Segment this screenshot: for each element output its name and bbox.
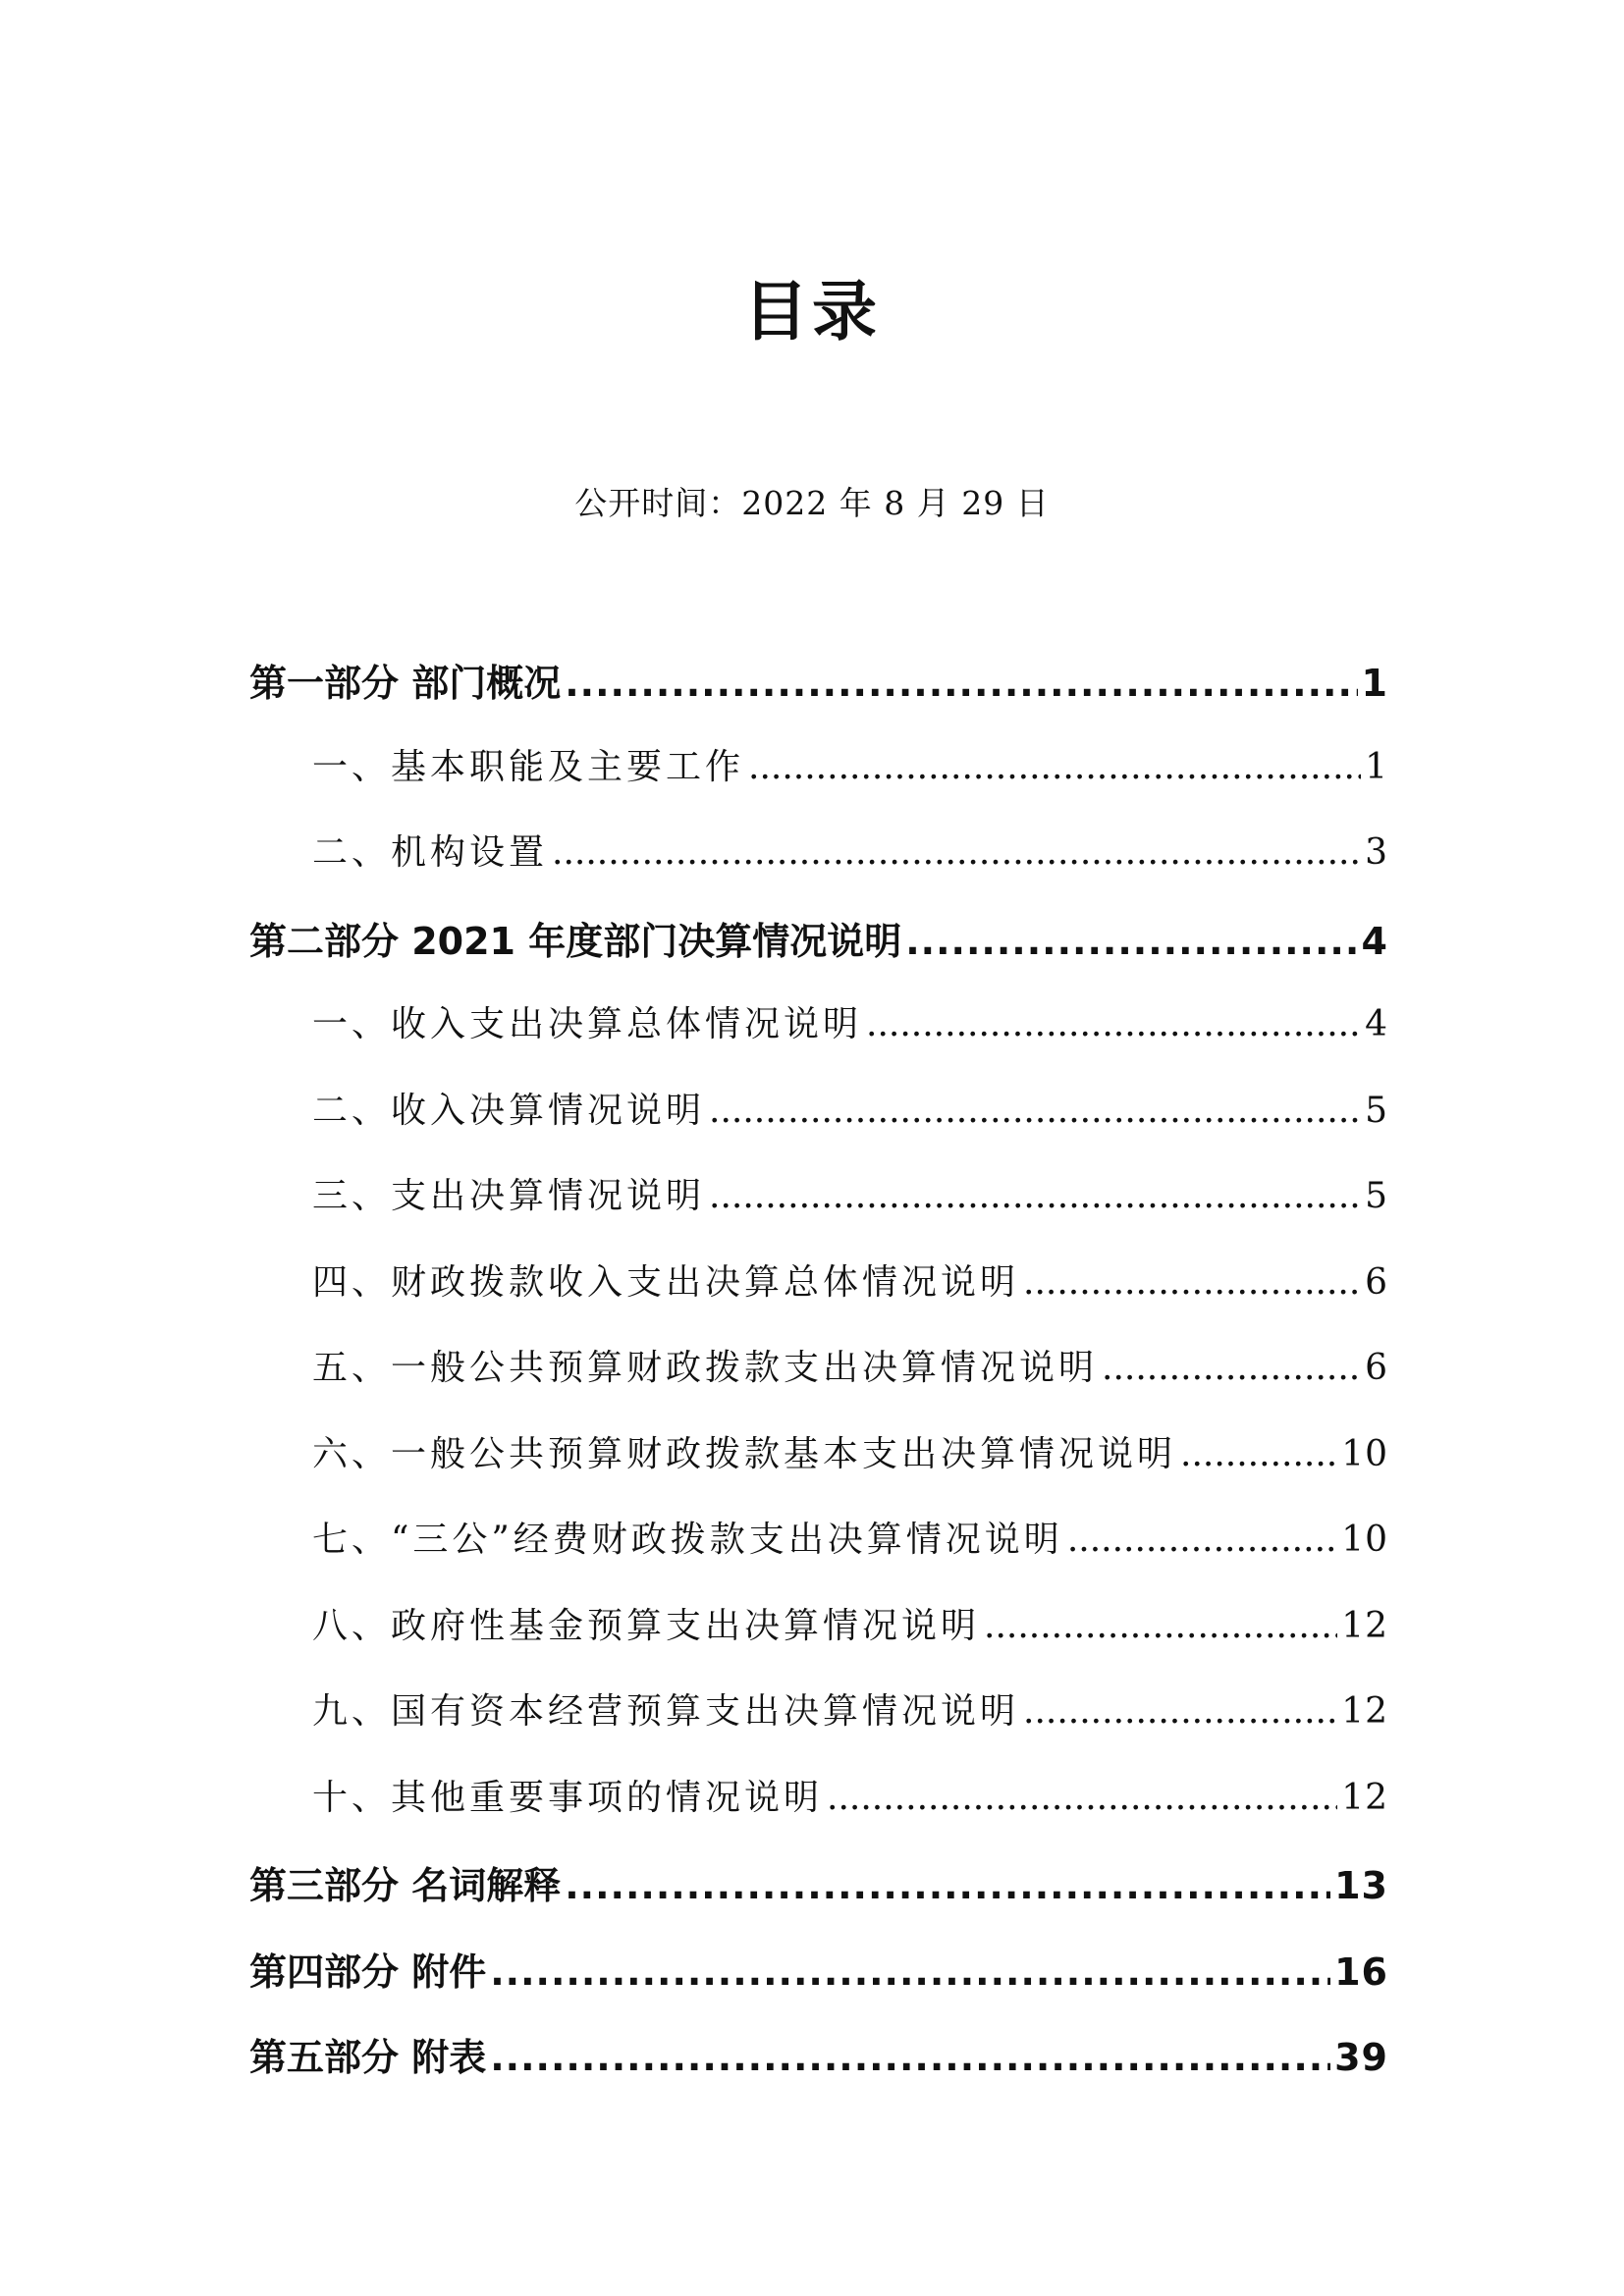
toc-entry-page: 6 xyxy=(1365,1348,1388,1388)
toc-entry-page: 39 xyxy=(1334,2036,1388,2079)
toc-leader-dots xyxy=(490,1950,1330,1994)
toc-entry[interactable] xyxy=(249,1426,1388,1513)
toc-entry-page: 4 xyxy=(1365,1004,1388,1044)
toc-entry-text: 第一部分 部门概况 xyxy=(249,662,562,705)
toc-leader-dots xyxy=(905,920,1357,963)
toc-entry-page: 1 xyxy=(1365,746,1388,787)
toc-entry[interactable] xyxy=(249,825,1388,911)
toc-leader-dots xyxy=(552,832,1361,873)
toc-leader-dots xyxy=(565,1864,1330,1907)
toc-leader-dots xyxy=(1180,1434,1337,1474)
toc-entry-text: 一、收入支出决算总体情况说明 xyxy=(312,1004,863,1044)
toc-entry[interactable] xyxy=(249,1770,1388,1856)
toc-entry-text: 第五部分 附表 xyxy=(249,2036,487,2079)
toc-entry-page: 12 xyxy=(1341,1605,1388,1646)
toc-leader-dots xyxy=(748,747,1361,787)
toc-entry[interactable] xyxy=(249,1168,1388,1255)
toc-entry-text: 十、其他重要事项的情况说明 xyxy=(312,1777,824,1818)
toc-entry-page: 13 xyxy=(1334,1864,1388,1907)
toc-entry[interactable] xyxy=(249,1598,1388,1684)
toc-entry-text: 第三部分 名词解释 xyxy=(249,1864,562,1907)
toc-leader-dots xyxy=(565,662,1357,705)
toc-entry-page: 5 xyxy=(1365,1176,1388,1216)
toc-entry-page: 1 xyxy=(1361,662,1388,705)
toc-leader-dots xyxy=(1102,1348,1361,1388)
toc-leader-dots xyxy=(1023,1691,1337,1732)
toc-leader-dots xyxy=(709,1176,1361,1216)
toc-leader-dots xyxy=(866,1004,1361,1044)
toc-leader-dots xyxy=(1023,1262,1361,1303)
table-of-contents xyxy=(249,653,1388,2113)
toc-entry-page: 12 xyxy=(1341,1691,1388,1732)
toc-entry[interactable] xyxy=(249,1683,1388,1770)
toc-entry-text: 五、一般公共预算财政拨款支出决算情况说明 xyxy=(312,1348,1099,1388)
toc-entry[interactable] xyxy=(249,1340,1388,1426)
toc-entry-page: 4 xyxy=(1361,919,1388,963)
toc-entry-text: 第二部分 2021 年度部门决算情况说明 xyxy=(249,919,902,963)
toc-entry-page: 3 xyxy=(1365,832,1388,873)
toc-entry-page: 16 xyxy=(1334,1949,1388,1994)
toc-entry[interactable] xyxy=(249,996,1388,1083)
toc-entry[interactable] xyxy=(249,1083,1388,1169)
publish-date: 公开时间：2022 年 8 月 29 日 xyxy=(574,484,1050,522)
toc-entry-page: 10 xyxy=(1341,1433,1388,1474)
toc-leader-dots xyxy=(827,1778,1337,1818)
toc-leader-dots xyxy=(1067,1520,1337,1560)
toc-entry-text: 四、财政拨款收入支出决算总体情况说明 xyxy=(312,1261,1020,1303)
toc-entry-text: 七、“三公”经费财政拨款支出决算情况说明 xyxy=(312,1520,1063,1560)
toc-entry-text: 八、政府性基金预算支出决算情况说明 xyxy=(312,1605,981,1646)
toc-entry[interactable] xyxy=(249,739,1388,826)
toc-entry-page: 10 xyxy=(1341,1520,1388,1560)
toc-entry[interactable] xyxy=(249,1255,1388,1341)
toc-entry[interactable] xyxy=(249,1942,1388,2028)
toc-leader-dots xyxy=(709,1091,1361,1131)
toc-entry-text: 第四部分 附件 xyxy=(249,1949,487,1994)
toc-entry-text: 九、国有资本经营预算支出决算情况说明 xyxy=(312,1691,1020,1732)
toc-entry-text: 二、机构设置 xyxy=(312,832,549,873)
toc-entry[interactable] xyxy=(249,1855,1388,1942)
toc-entry-text: 二、收入决算情况说明 xyxy=(312,1090,706,1131)
toc-entry-text: 六、一般公共预算财政拨款基本支出决算情况说明 xyxy=(312,1433,1177,1474)
toc-entry-page: 5 xyxy=(1365,1090,1388,1131)
toc-entry-text: 三、支出决算情况说明 xyxy=(312,1176,706,1216)
page-title: 目录 xyxy=(743,274,881,349)
toc-entry[interactable] xyxy=(249,911,1388,997)
toc-entry-page: 12 xyxy=(1341,1777,1388,1818)
toc-entry-page: 6 xyxy=(1365,1261,1388,1303)
toc-entry[interactable] xyxy=(249,1512,1388,1598)
toc-entry[interactable] xyxy=(249,2027,1388,2113)
toc-leader-dots xyxy=(984,1606,1337,1646)
toc-entry-text: 一、基本职能及主要工作 xyxy=(312,746,745,787)
toc-leader-dots xyxy=(490,2036,1330,2079)
toc-entry[interactable] xyxy=(249,653,1388,739)
